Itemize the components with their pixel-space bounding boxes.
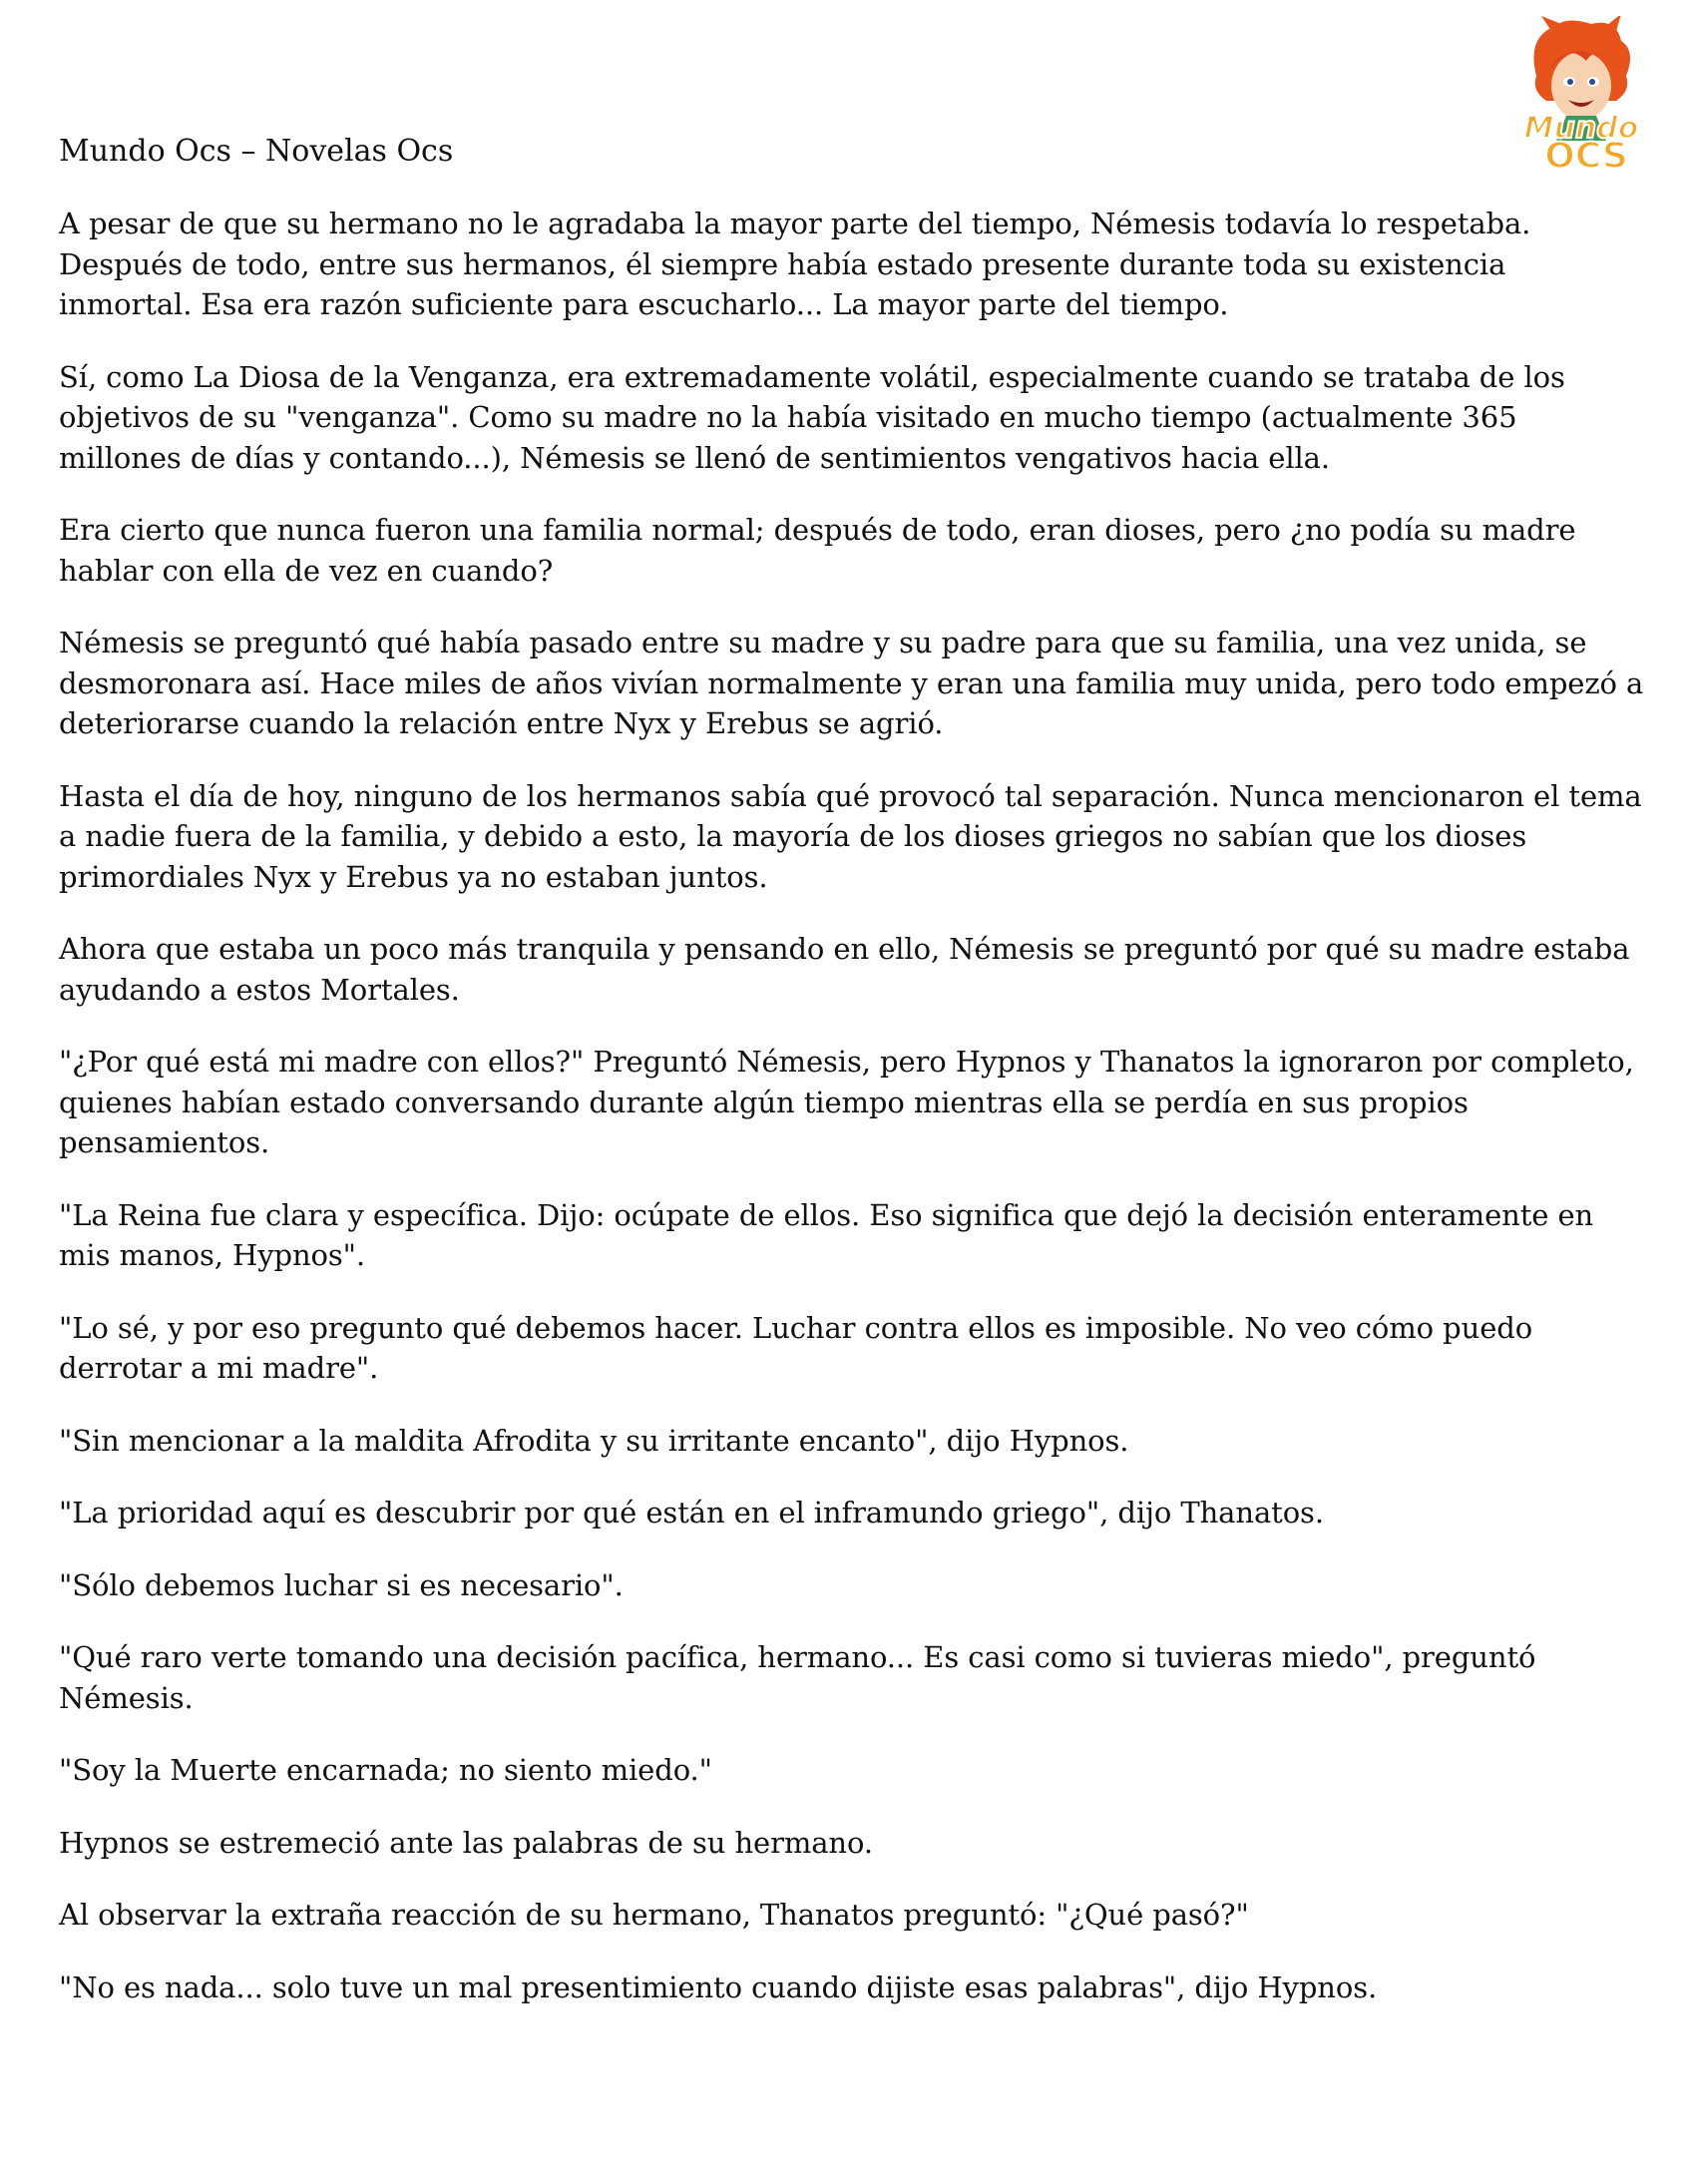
document-body [59,204,1645,2039]
paragraph: Al observar la extraña reacción de su hermano, Thanatos preguntó: "¿Qué pasó?" [59,1898,1249,1932]
paragraph: "¿Por qué está mi madre con ellos?" Preguntó Némesis, pero Hypnos y Thanatos la ignoraron por completo, quienes habían estado conversando durante algún tiempo mientras ella se perdía en sus propios pensamientos. [59,1045,1634,1159]
paragraph: "Soy la Muerte encarnada; no siento miedo." [59,1753,712,1787]
paragraph: Ahora que estaba un poco más tranquila y pensando en ello, Némesis se preguntó por qué su madre estaba ayudando a estos Mortales. [59,932,1630,1007]
paragraph: "La Reina fue clara y específica. Dijo: ocúpate de ellos. Eso significa que dejó la decisión enteramente en mis manos, Hypnos". [59,1197,1594,1272]
paragraph: A pesar de que su hermano no le agradaba la mayor parte del tiempo, Némesis todavía lo respetaba. Después de todo, entre sus hermanos, él siempre había estado presente durante toda su existencia inmortal. Esa era razón suficiente para escucharlo... La mayor parte del tiempo. [59,207,1531,321]
paragraph: "No es nada... solo tuve un mal presentimiento cuando dijiste esas palabras", dijo Hypnos. [59,1969,1378,2004]
paragraph: Némesis se preguntó qué había pasado entre su madre y su padre para que su familia, una vez unida, se desmoronara así. Hace miles de años vivían normalmente y eran una familia muy unida, pero todo empezó a deteriorarse cuando la relación entre Nyx y Erebus se agrió. [59,626,1644,740]
svg-text:Mundo: Mundo [1523,111,1639,146]
paragraph: "Sólo debemos luchar si es necesario". [59,1567,624,1602]
paragraph: "Lo sé, y por eso pregunto qué debemos hacer. Luchar contra ellos es imposible. No veo cómo puedo derrotar a mi madre". [59,1310,1533,1385]
mundo-ocs-logo [1496,16,1666,176]
paragraph: Era cierto que nunca fueron una familia normal; después de todo, eran dioses, pero ¿no podía su madre hablar con ella de vez en cuando? [59,513,1576,588]
svg-text:OCS: OCS [1544,136,1628,176]
paragraph: Hypnos se estremeció ante las palabras de su hermano. [59,1825,873,1860]
paragraph: Hasta el día de hoy, ninguno de los hermanos sabía qué provocó tal separación. Nunca mencionaron el tema a nadie fuera de la familia, y debido a esto, la mayoría de los dioses griegos no sabían que los dioses primordiales Nyx y Erebus ya no estaban juntos. [59,778,1642,894]
paragraph: Sí, como La Diosa de la Venganza, era extremadamente volátil, especialmente cuando se trataba de los objetivos de su "venganza". Como su madre no la había visitado en mucho tiempo (actualmente 365 millones de días y contando...), Némesis se llenó de sentimientos vengativos hacia ella. [59,359,1565,475]
paragraph: "Sin mencionar a la maldita Afrodita y su irritante encanto", dijo Hypnos. [59,1423,1129,1458]
paragraph: "La prioridad aquí es descubrir por qué están en el inframundo griego", dijo Thanatos. [59,1496,1324,1529]
document-header: Mundo Ocs – Novelas Ocs [59,134,454,169]
paragraph: "Qué raro verte tomando una decisión pacífica, hermano... Es casi como si tuvieras miedo", preguntó Némesis. [59,1640,1536,1715]
